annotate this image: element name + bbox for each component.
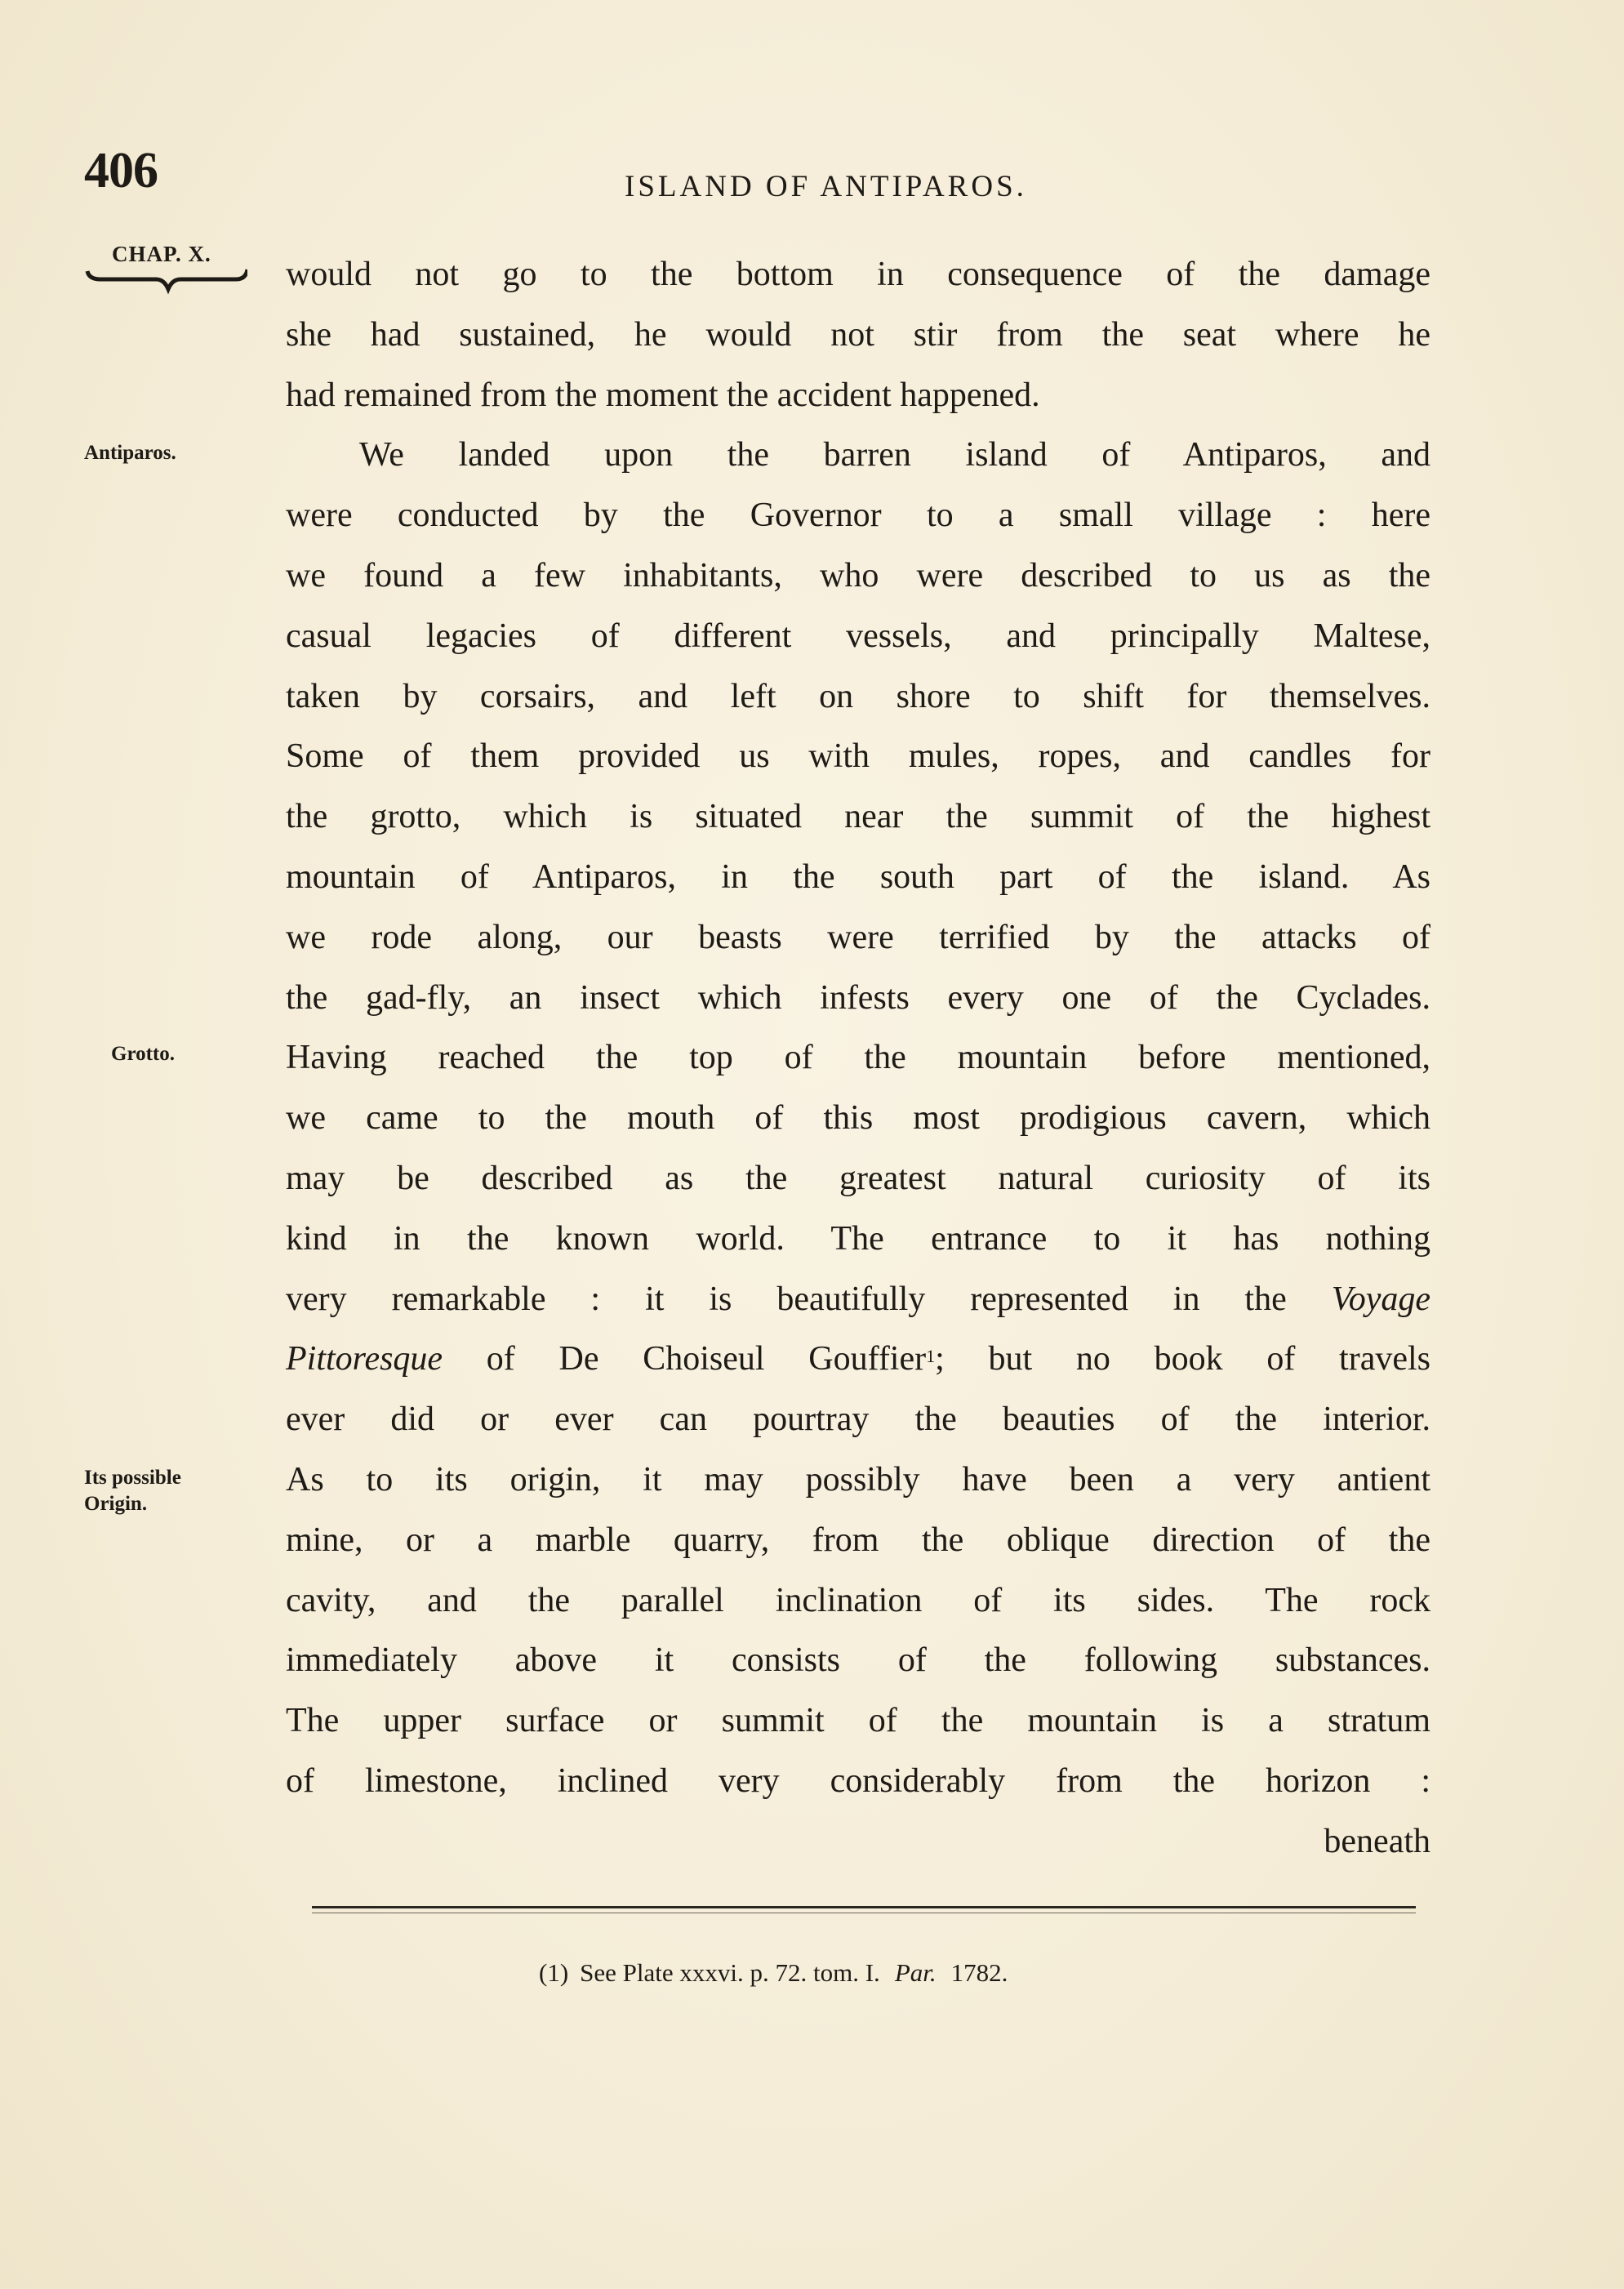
text-line: the gad-fly, an insect which infests every one of the Cyclades. <box>286 978 1430 1017</box>
text-line: taken by corsairs, and left on shore to shift for themselves. <box>286 677 1430 715</box>
italic-title-voyage: Voyage <box>1331 1280 1430 1318</box>
text-line: kind in the known world. The entrance to it has nothing <box>286 1219 1430 1258</box>
text-line-with-footnote <box>286 1329 1430 1390</box>
footnote-year: 1782. <box>950 1958 1008 1987</box>
text-line: As to its origin, it may possibly have been a very antient <box>286 1460 1430 1499</box>
text-line: Having reached the top of the mountain before mentioned, <box>286 1039 1430 1077</box>
text-line: she had sustained, he would not stir from the seat where he <box>286 315 1430 354</box>
text-line: the grotto, which is situated near the summit of the highest <box>286 798 1430 836</box>
catchword: beneath <box>1324 1822 1430 1860</box>
text-line: immediately above it consists of the following substances. <box>286 1641 1430 1680</box>
footnote-marker: (1) <box>539 1958 569 1987</box>
footnote-italic: Par. <box>894 1958 937 1987</box>
footnote <box>539 1960 1008 1985</box>
text-line: had remained from the moment the accident happened. <box>286 376 1040 414</box>
text-segment: very remarkable : it is beautifully represented in the <box>286 1280 1287 1318</box>
text-line: we came to the mouth of this most prodigious cavern, which <box>286 1099 1430 1138</box>
footnote-rule <box>312 1906 1416 1908</box>
running-title: ISLAND OF ANTIPAROS. <box>625 170 1027 203</box>
text-line: mountain of Antiparos, in the south part of the island. As <box>286 857 1430 896</box>
margin-note-its-possible: Its possible <box>84 1467 181 1489</box>
text-line: we rode along, our beasts were terrified by the attacks of <box>286 918 1430 956</box>
margin-note-grotto: Grotto. <box>111 1043 175 1065</box>
chapter-label: CHAP. X. <box>112 242 211 266</box>
page-number: 406 <box>84 143 158 198</box>
text-line: we found a few inhabitants, who were described to us as the <box>286 556 1430 595</box>
footnote-reference[interactable]: 1 <box>926 1346 936 1367</box>
text-line: Some of them provided us with mules, ropes, and candles for <box>286 737 1430 776</box>
text-line: of limestone, inclined very considerably from the horizon : <box>286 1761 1430 1800</box>
brace-ornament-icon <box>84 266 247 296</box>
text-segment: of De Choiseul Gouffier <box>443 1340 927 1378</box>
body-text <box>286 245 1430 1873</box>
text-line: We landed upon the barren island of Antiparos, and <box>359 436 1430 474</box>
text-line: may be described as the greatest natural curiosity of its <box>286 1159 1430 1197</box>
text-line: The upper surface or summit of the mountain is a stratum <box>286 1702 1430 1740</box>
text-line-with-italic <box>286 1270 1430 1330</box>
footnote-text: See Plate xxxvi. p. 72. tom. I. <box>580 1958 880 1987</box>
text-line: would not go to the bottom in consequence of the damage <box>286 256 1430 293</box>
text-segment: ; but no book of travels <box>935 1340 1430 1378</box>
text-line: mine, or a marble quarry, from the oblique direction of the <box>286 1521 1430 1559</box>
text-line: ever did or ever can pourtray the beauties of the interior. <box>286 1401 1430 1439</box>
chapter-marker <box>84 243 247 309</box>
text-line: were conducted by the Governor to a small village : here <box>286 497 1430 535</box>
margin-note-origin: Origin. <box>84 1493 148 1515</box>
margin-note-antiparos: Antiparos. <box>84 442 176 464</box>
text-line: casual legacies of different vessels, and principally Maltese, <box>286 617 1430 655</box>
italic-title-pittoresque: Pittoresque <box>286 1340 443 1378</box>
text-line: cavity, and the parallel inclination of its sides. The rock <box>286 1581 1430 1619</box>
